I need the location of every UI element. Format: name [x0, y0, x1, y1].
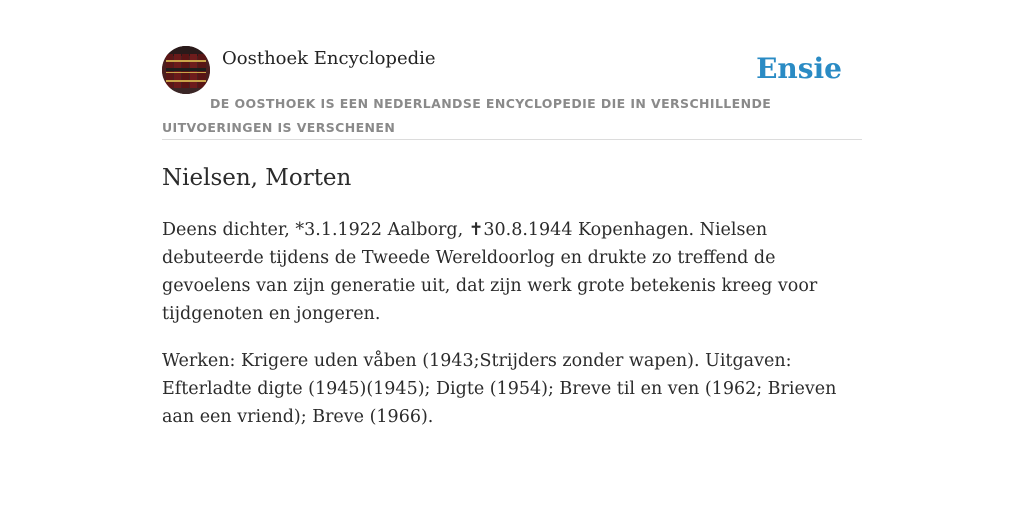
article-paragraph: Werken: Krigere uden våben (1943;Strijders zonder wapen). Uitgaven: Efterladte digte (1945)(1945); Digte (1954); Breve til en ven (1962; Brieven aan een vriend); Breve (1966).: [162, 351, 837, 427]
article-title: Nielsen, Morten: [162, 165, 352, 191]
article: [162, 162, 862, 431]
site-tagline: DE OOSTHOEK IS EEN NEDERLANDSE ENCYCLOPEDIE DIE IN VERSCHILLENDE UITVOERINGEN IS VERSCHENEN: [162, 96, 772, 135]
header-divider: [162, 139, 862, 140]
brand-logo-link[interactable]: Ensie: [756, 52, 842, 85]
article-paragraph: Deens dichter, *3.1.1922 Aalborg, ✝30.8.1944 Kopenhagen. Nielsen debuteerde tijdens de Tweede Wereldoorlog en drukte zo treffend de gevoelens van zijn generatie uit, dat zijn werk grote betekenis kreeg voor tijdgenoten en jongeren.: [162, 220, 818, 324]
encyclopedia-books-icon[interactable]: [162, 46, 210, 94]
site-title[interactable]: Oosthoek Encyclopedie: [222, 48, 436, 69]
